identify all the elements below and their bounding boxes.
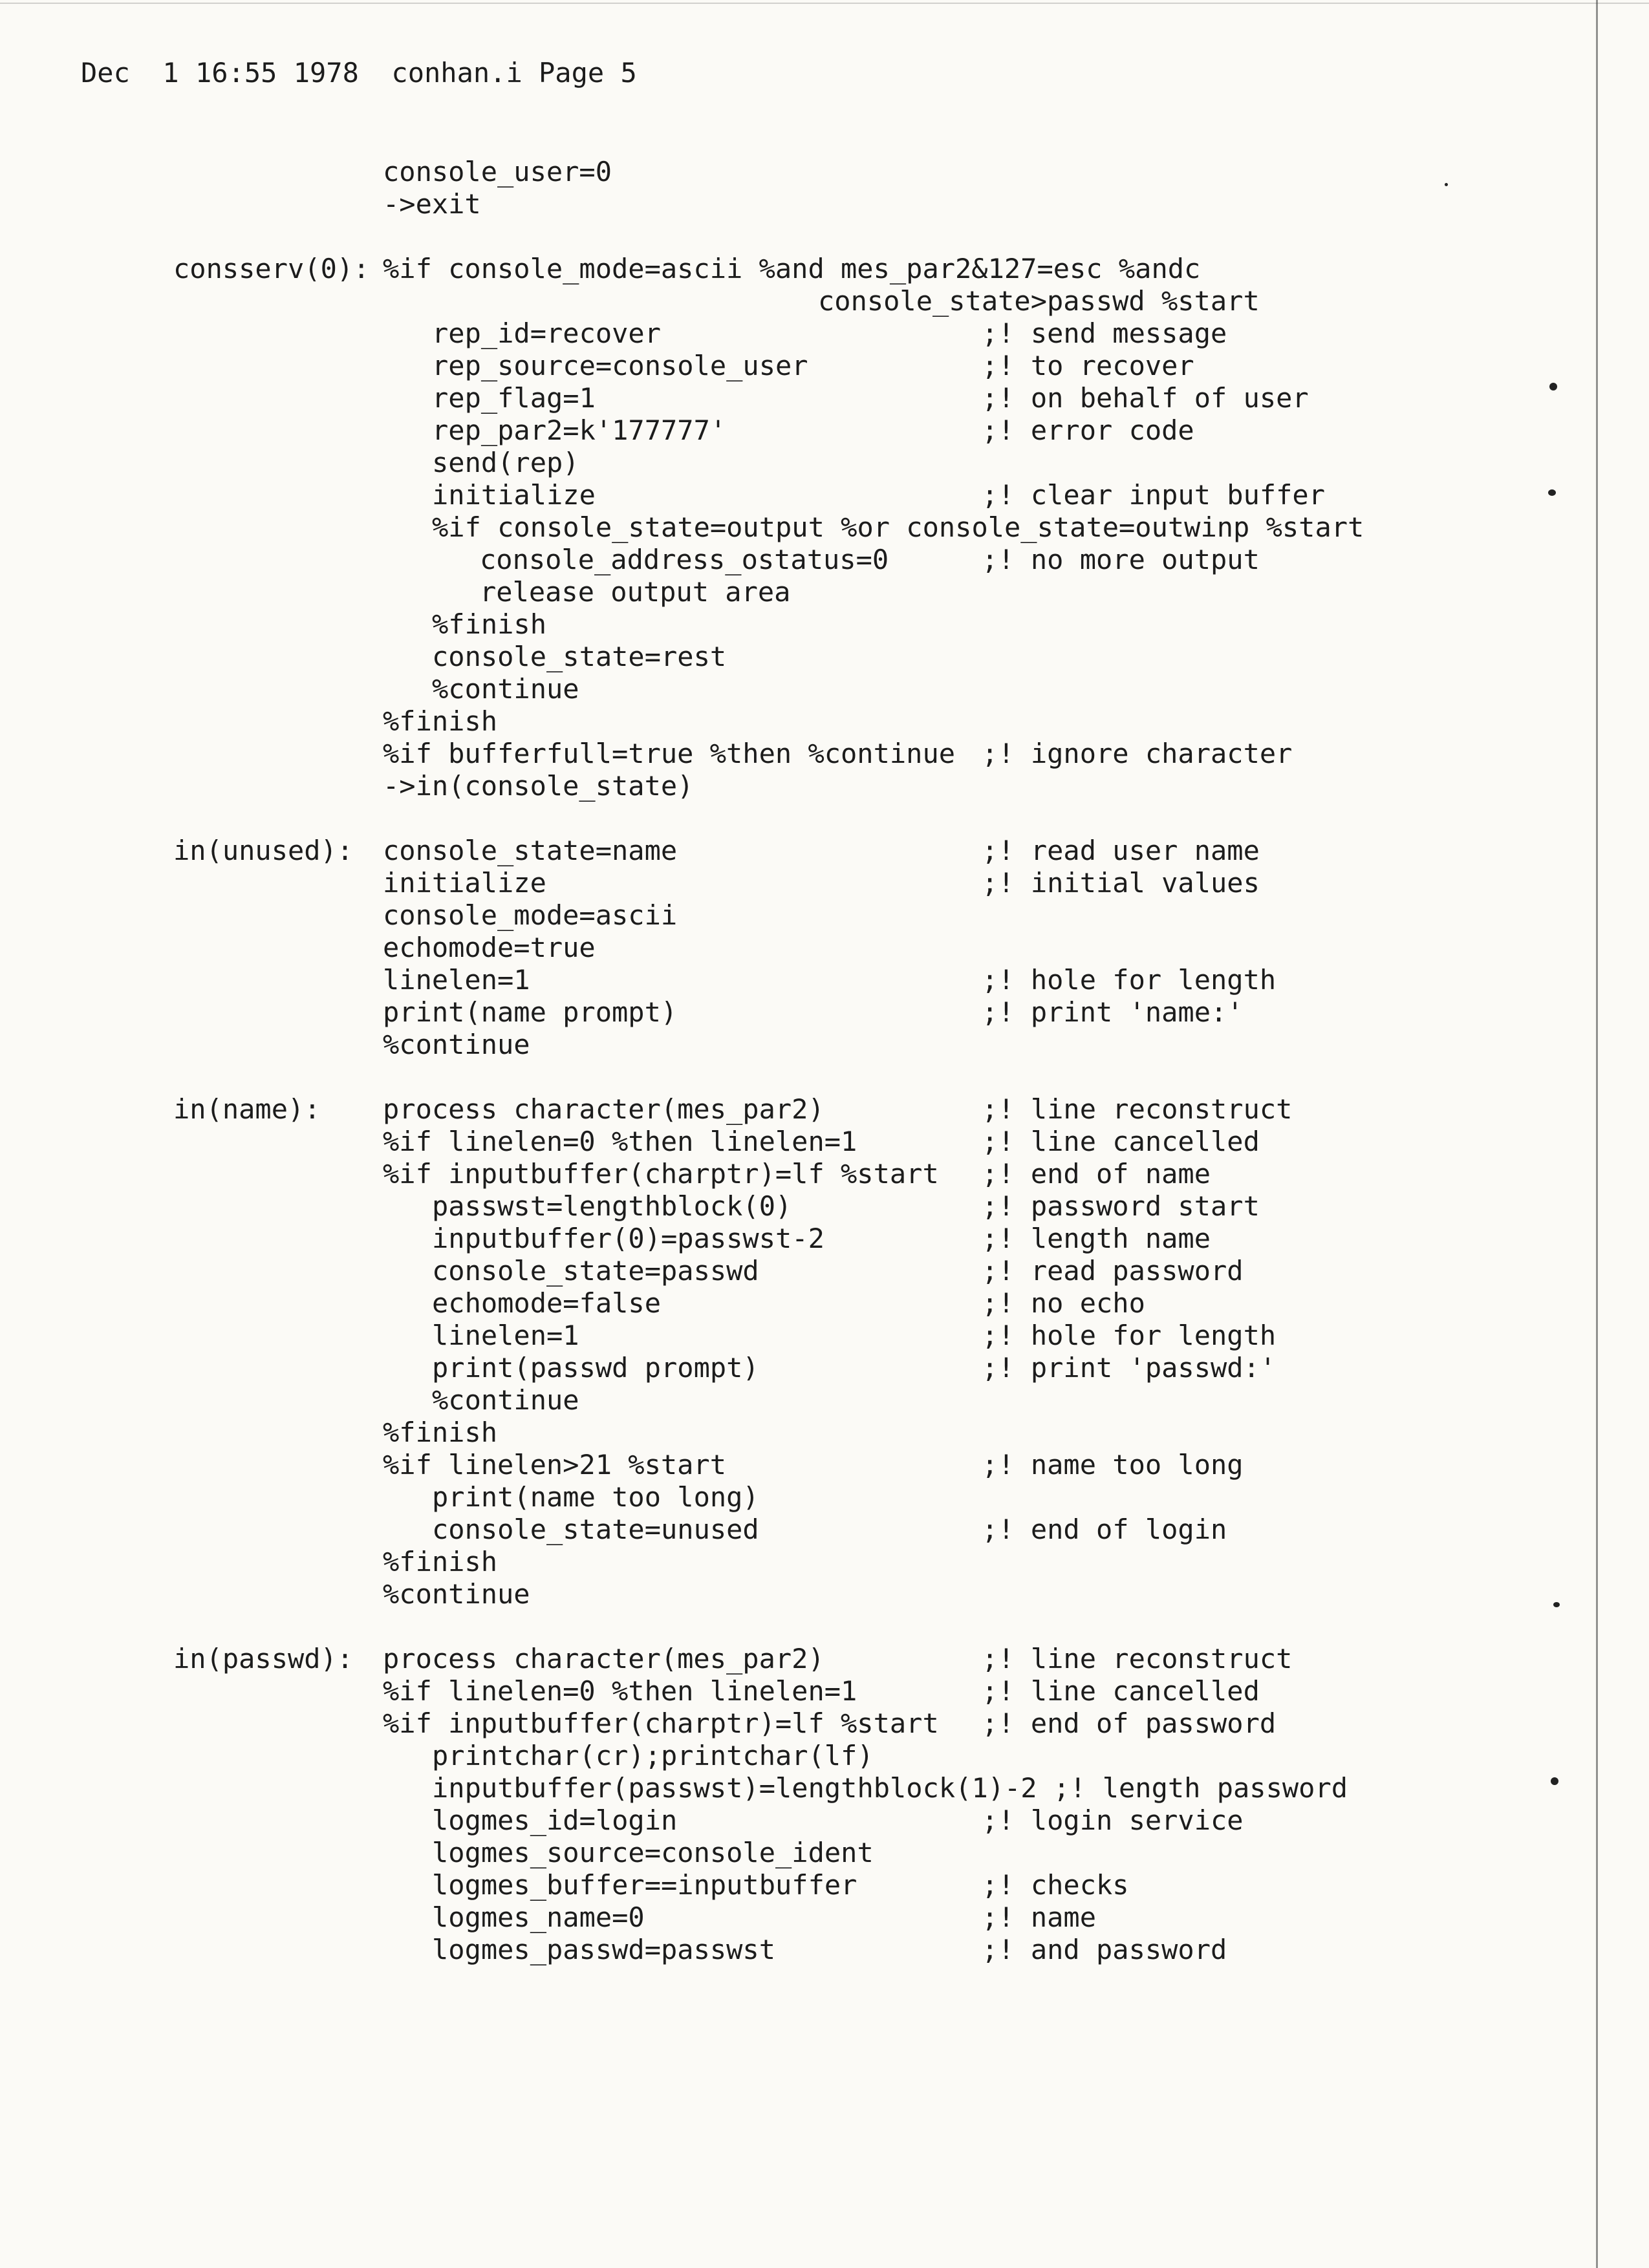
code-line: print(passwd prompt) bbox=[432, 1352, 759, 1384]
code-line: print(name too long) bbox=[432, 1481, 759, 1513]
code-line: %if linelen=0 %then linelen=1 bbox=[383, 1675, 857, 1707]
code-comment: ;! name bbox=[982, 1901, 1097, 1933]
scan-speck bbox=[1551, 1777, 1558, 1785]
code-line: console_user=0 bbox=[383, 156, 612, 187]
page-header: Dec 1 16:55 1978 conhan.i Page 5 bbox=[81, 57, 637, 89]
scan-speck bbox=[1445, 183, 1448, 186]
code-line: rep_par2=k'177777' bbox=[432, 414, 727, 446]
code-line: release output area bbox=[480, 576, 791, 608]
code-line: process character(mes_par2) bbox=[383, 1093, 824, 1125]
code-comment: ;! line reconstruct bbox=[982, 1093, 1293, 1125]
code-comment: ;! to recover bbox=[982, 350, 1194, 381]
code-comment: ;! end of password bbox=[982, 1707, 1277, 1739]
code-line: %finish bbox=[432, 608, 547, 640]
routine-label: consserv(0): bbox=[173, 253, 370, 284]
code-comment: ;! line cancelled bbox=[982, 1675, 1260, 1707]
code-line: console_mode=ascii bbox=[383, 899, 678, 931]
code-line: %if linelen>21 %start bbox=[383, 1449, 727, 1481]
code-line: %if linelen=0 %then linelen=1 bbox=[383, 1126, 857, 1157]
code-line: passwst=lengthblock(0) bbox=[432, 1190, 792, 1222]
code-line: printchar(cr);printchar(lf) bbox=[432, 1740, 874, 1771]
code-line: logmes_buffer==inputbuffer bbox=[432, 1869, 857, 1901]
code-line: logmes_name=0 bbox=[432, 1901, 645, 1933]
code-comment: ;! print 'passwd:' bbox=[982, 1352, 1277, 1384]
code-comment: ;! error code bbox=[982, 414, 1194, 446]
code-line: rep_source=console_user bbox=[432, 350, 808, 381]
code-line: console_address_ostatus=0 bbox=[480, 544, 889, 575]
scan-speck bbox=[1548, 489, 1556, 496]
code-comment: ;! password start bbox=[982, 1190, 1260, 1222]
code-comment: ;! read user name bbox=[982, 835, 1260, 866]
code-line: process character(mes_par2) bbox=[383, 1643, 824, 1674]
scan-speck bbox=[1549, 383, 1557, 390]
page-top-edge bbox=[0, 3, 1649, 4]
routine-label: in(name): bbox=[173, 1093, 321, 1125]
routine-label: in(passwd): bbox=[173, 1643, 354, 1674]
code-line: %continue bbox=[432, 673, 579, 705]
code-line: console_state=rest bbox=[432, 641, 727, 672]
code-comment: ;! initial values bbox=[982, 867, 1260, 899]
code-line: console_state=name bbox=[383, 835, 678, 866]
code-line: %finish bbox=[383, 1417, 498, 1448]
code-comment: ;! line cancelled bbox=[982, 1126, 1260, 1157]
code-line: %if console_state=output %or console_state=outwinp %start bbox=[432, 511, 1364, 543]
code-comment: ;! line reconstruct bbox=[982, 1643, 1293, 1674]
code-line: ->exit bbox=[383, 188, 481, 220]
code-line: linelen=1 bbox=[432, 1320, 579, 1351]
code-comment: ;! name too long bbox=[982, 1449, 1244, 1481]
code-comment: ;! print 'name:' bbox=[982, 996, 1244, 1028]
code-line: %if inputbuffer(charptr)=lf %start bbox=[383, 1158, 939, 1190]
code-comment: ;! hole for length bbox=[982, 964, 1277, 996]
code-line: initialize bbox=[383, 867, 546, 899]
code-line: %continue bbox=[383, 1578, 530, 1610]
code-line: console_state=passwd bbox=[432, 1255, 759, 1287]
code-line: console_state=unused bbox=[432, 1514, 759, 1545]
code-line: %if inputbuffer(charptr)=lf %start bbox=[383, 1707, 939, 1739]
code-line: logmes_source=console_ident bbox=[432, 1837, 874, 1868]
code-comment: ;! clear input buffer bbox=[982, 479, 1326, 511]
code-line: send(rep) bbox=[432, 447, 579, 478]
code-line: rep_id=recover bbox=[432, 317, 662, 349]
code-line: initialize bbox=[432, 479, 596, 511]
code-comment: ;! send message bbox=[982, 317, 1227, 349]
code-line: rep_flag=1 bbox=[432, 382, 596, 414]
code-comment: ;! no echo bbox=[982, 1287, 1145, 1319]
page-right-edge bbox=[1596, 0, 1598, 2268]
code-comment: ;! no more output bbox=[982, 544, 1260, 575]
code-comment: ;! end of login bbox=[982, 1514, 1227, 1545]
code-line: ->in(console_state) bbox=[383, 770, 694, 802]
code-line: %if bufferfull=true %then %continue bbox=[383, 738, 956, 769]
code-comment: ;! on behalf of user bbox=[982, 382, 1309, 414]
code-line: print(name prompt) bbox=[383, 996, 678, 1028]
code-line: inputbuffer(passwst)=lengthblock(1)-2 ;! length password bbox=[432, 1772, 1348, 1804]
scan-speck bbox=[1553, 1602, 1560, 1607]
code-line: inputbuffer(0)=passwst-2 bbox=[432, 1223, 824, 1254]
code-line: %if console_mode=ascii %and mes_par2&127=esc %andc bbox=[383, 253, 1201, 284]
code-comment: ;! hole for length bbox=[982, 1320, 1277, 1351]
code-line: console_state>passwd %start bbox=[818, 285, 1260, 317]
code-comment: ;! checks bbox=[982, 1869, 1129, 1901]
code-line: echomode=true bbox=[383, 932, 596, 963]
routine-label: in(unused): bbox=[173, 835, 354, 866]
code-comment: ;! end of name bbox=[982, 1158, 1211, 1190]
code-comment: ;! ignore character bbox=[982, 738, 1293, 769]
code-line: logmes_passwd=passwst bbox=[432, 1934, 776, 1965]
code-line: %finish bbox=[383, 1546, 498, 1578]
code-comment: ;! and password bbox=[982, 1934, 1227, 1965]
code-line: %continue bbox=[432, 1384, 579, 1416]
code-line: %continue bbox=[383, 1029, 530, 1060]
code-line: %finish bbox=[383, 705, 498, 737]
code-line: echomode=false bbox=[432, 1287, 662, 1319]
code-comment: ;! length name bbox=[982, 1223, 1211, 1254]
code-line: linelen=1 bbox=[383, 964, 530, 996]
code-comment: ;! login service bbox=[982, 1804, 1244, 1836]
code-comment: ;! read password bbox=[982, 1255, 1244, 1287]
code-line: logmes_id=login bbox=[432, 1804, 678, 1836]
